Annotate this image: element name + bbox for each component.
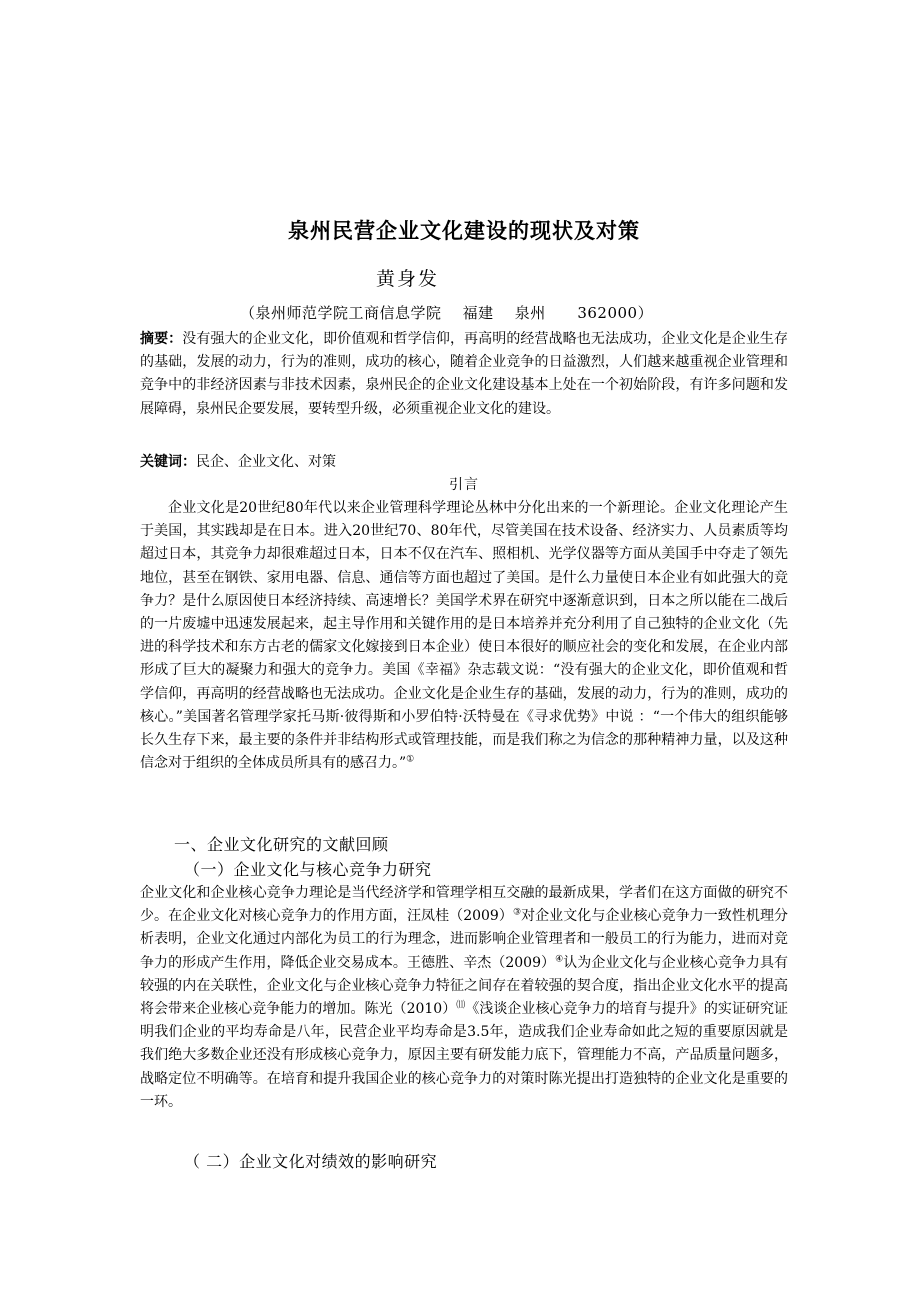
paragraph-part: 对企业文化与企业核心竞争力一致性机理分析表明，企业文化通过内部化为员工的行为理念，进而影响企业管理者和一般员工的行为能力，进而对竞争力的形成产生作用，降低企业交易成本。王德胜、辛杰（2009）: [140, 908, 788, 971]
document-page: [140, 0, 788, 1302]
affiliation-postcode: 362000）: [577, 304, 654, 322]
footnote-marker: ①: [406, 754, 415, 765]
subsection-1-paragraph: [140, 882, 788, 1114]
keywords-text: 民企、企业文化、对策: [196, 454, 336, 470]
paper-title: 泉州民营企业文化建设的现状及对策: [288, 218, 640, 243]
introduction-text: 企业文化是20世纪80年代以来企业管理科学理论丛林中分化出来的一个新理论。企业文化理论产生于美国，其实践却是在日本。进入20世纪70、80年代，尽管美国在技术设备、经济实力、人员素质等均超过日本，其竞争力却很难超过日本，日本不仅在汽车、照相机、光学仪器等方面从美国手中夺走了领先地位，甚至在钢铁、家用电器、信息、通信等方面也超过了美国。是什么力量使日本企业有如此强大的竞争力？是什么原因使日本经济持续、高速增长？美国学术界在研究中逐渐意识到，日本之所以能在二战后的一片废墟中迅速发展起来，起主导作用和关键作用的是日本培养并充分利用了自己独特的企业文化（先进的科学技术和东方古老的儒家文化嫁接到日本企业）使日本很好的顺应社会的变化和发展，在企业内部形成了巨大的凝聚力和强大的竞争力。美国《幸福》杂志载文说：“没有强大的企业文化，即价值观和哲学信仰，再高明的经营战略也无法成功。企业文化是企业生存的基础，发展的动力，行为的准则，成功的核心。”美国著名管理学家托马斯·彼得斯和小罗伯特·沃特曼在《寻求优势》中说 ：“一个伟大的组织能够长久生存下来，最主要的条件并非结构形式或管理技能，而是我们称之为信念的那种精神力量，以及这种信念对于组织的全体成员所具有的感召力。”: [140, 500, 788, 772]
footnote-marker: ⑾: [456, 1000, 466, 1011]
affiliation-institution: （泉州师范学院工商信息学院: [240, 304, 442, 322]
affiliation: [240, 302, 653, 324]
introduction-heading: 引言: [449, 477, 479, 493]
footnote-marker: ③: [512, 907, 522, 918]
affiliation-city: 泉州: [514, 304, 546, 322]
paragraph-part: 认为企业文化与企业核心竞争力具有较强的内在关联性，企业文化与企业核心竞争力特征之间存在着较强的契合度，指出企业文化水平的提高将会带来企业核心竞争能力的增加。陈光（2010）: [140, 954, 788, 1018]
introduction-paragraph: [140, 497, 788, 775]
abstract: [140, 328, 788, 421]
paragraph-part: 《浅谈企业核心竞争力的培育与提升》的实证研究证明我们企业的平均寿命是八年，民营企业平均寿命是3.5年，造成我们企业寿命如此之短的重要原因就是我们绝大多数企业还没有形成核心竞争力，原因主要有研发能力底下，管理能力不高，产品质量问题多，战略定位不明确等。在培育和提升我国企业的核心竞争力的对策时陈光提出打造独特的企业文化是重要的一环。: [140, 1001, 788, 1110]
subsection-heading-1: （一）企业文化与核心竞争力研究: [184, 860, 432, 879]
abstract-text: 没有强大的企业文化，即价值观和哲学信仰，再高明的经营战略也无法成功，企业文化是企业生存的基础，发展的动力，行为的准则，成功的核心，随着企业竞争的日益激烈，人们越来越重视企业管理和竞争中的非经济因素与非技术因素，泉州民企的企业文化建设基本上处在一个初始阶段，有许多问题和发展障碍，泉州民企要发展，要转型升级，必须重视企业文化的建设。: [140, 331, 789, 417]
paragraph-part: 企业文化和企业核心竞争力理论是当代经济学和管理学相互交融的最新成果，学者们在这方面做的研究不少。在企业文化对核心竞争力的作用方面，汪凤桂（2009）: [140, 885, 788, 925]
keywords: [140, 451, 788, 474]
abstract-label: 摘要：: [140, 331, 183, 347]
keywords-label: 关键词：: [140, 454, 196, 470]
footnote-marker: ④: [555, 953, 564, 964]
author-name: 黄身发: [376, 268, 440, 290]
subsection-heading-2: （ 二）企业文化对绩效的影响研究: [184, 1152, 438, 1171]
section-heading: 一、企业文化研究的文献回顾: [174, 835, 389, 854]
affiliation-province: 福建: [462, 304, 494, 322]
